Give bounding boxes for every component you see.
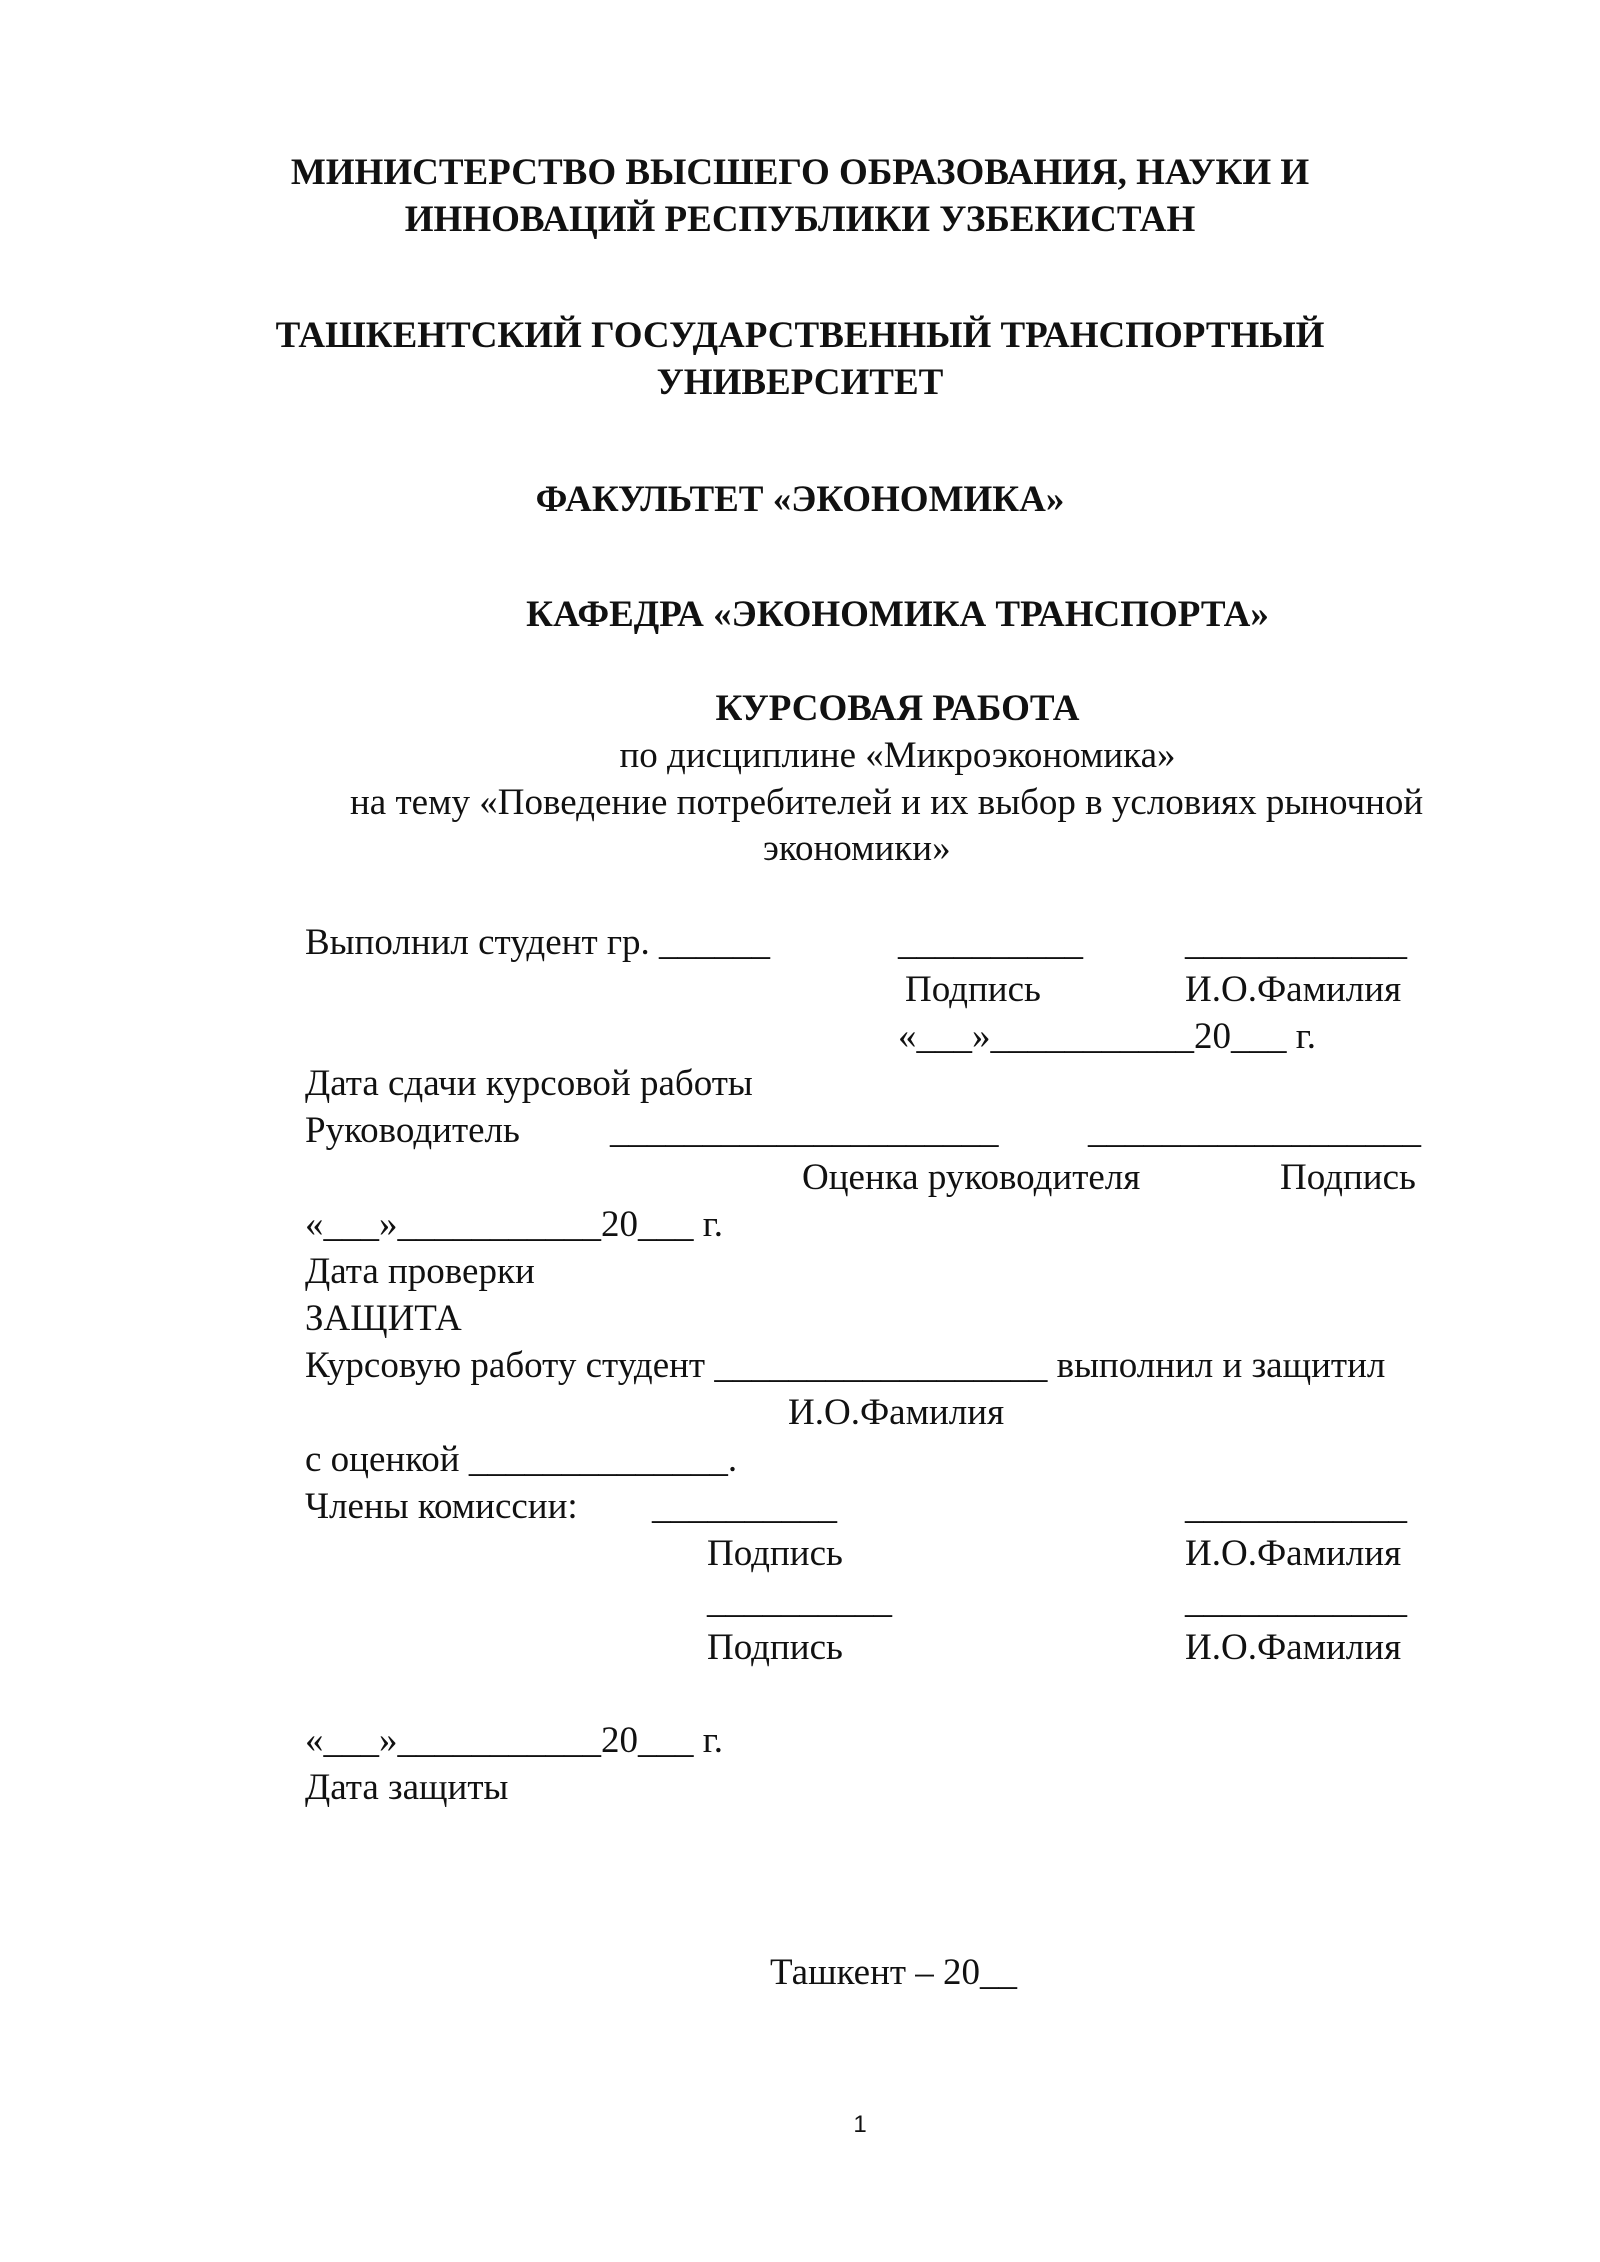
faculty-title: ФАКУЛЬТЕТ «ЭКОНОМИКА»: [535, 479, 1065, 520]
city-year: Ташкент – 20__: [770, 1952, 1018, 1993]
supervisor-grade-line: _____________________: [610, 1110, 999, 1151]
member-1-sign-caption: Подпись: [707, 1533, 843, 1574]
defense-heading: ЗАЩИТА: [305, 1298, 462, 1339]
check-date-label: Дата проверки: [305, 1251, 535, 1292]
defense-date-label: Дата защиты: [305, 1767, 509, 1808]
department-title: КАФЕДРА «ЭКОНОМИКА ТРАНСПОРТА»: [526, 594, 1269, 635]
defense-name-caption: И.О.Фамилия: [788, 1392, 1005, 1433]
supervisor-grade-caption: Оценка руководителя: [802, 1157, 1141, 1198]
member-2-name-caption: И.О.Фамилия: [1185, 1627, 1402, 1668]
work-type: КУРСОВАЯ РАБОТА: [715, 688, 1080, 729]
member-2-sign-line: __________: [707, 1580, 892, 1621]
member-1-sign-line: __________: [652, 1486, 837, 1527]
student-date-line: «___»___________20___ г.: [898, 1016, 1317, 1057]
member-1-name-caption: И.О.Фамилия: [1185, 1533, 1402, 1574]
defense-date-line: «___»___________20___ г.: [305, 1720, 724, 1761]
student-label: Выполнил студент гр. ______: [305, 922, 771, 963]
student-name-line: ____________: [1185, 922, 1407, 963]
ministry-line-2: ИННОВАЦИЙ РЕСПУБЛИКИ УЗБЕКИСТАН: [404, 199, 1196, 240]
supervisor-sign-caption: Подпись: [1280, 1157, 1416, 1198]
university-line-2: УНИВЕРСИТЕТ: [656, 362, 944, 403]
work-topic-line-1: на тему «Поведение потребителей и их выбор в условиях рыночной: [350, 782, 1424, 823]
supervisor-label: Руководитель: [305, 1110, 520, 1151]
defense-grade: с оценкой ______________.: [305, 1439, 738, 1480]
supervisor-sign-line: __________________: [1088, 1110, 1421, 1151]
page-number: 1: [853, 2111, 867, 2138]
work-topic-line-2: экономики»: [763, 828, 951, 869]
supervisor-date-line: «___»___________20___ г.: [305, 1204, 724, 1245]
student-name-caption: И.О.Фамилия: [1185, 969, 1402, 1010]
student-sign-caption: Подпись: [905, 969, 1041, 1010]
student-sign-line: __________: [898, 922, 1083, 963]
defense-sentence: Курсовую работу студент __________________ выполнил и защитил: [305, 1345, 1386, 1386]
submit-date-label: Дата сдачи курсовой работы: [305, 1063, 753, 1104]
member-2-sign-caption: Подпись: [707, 1627, 843, 1668]
ministry-line-1: МИНИСТЕРСТВО ВЫСШЕГО ОБРАЗОВАНИЯ, НАУКИ И: [290, 152, 1310, 193]
university-line-1: ТАШКЕНТСКИЙ ГОСУДАРСТВЕННЫЙ ТРАНСПОРТНЫЙ: [275, 315, 1325, 356]
member-1-name-line: ____________: [1185, 1486, 1407, 1527]
member-2-name-line: ____________: [1185, 1580, 1407, 1621]
commission-label: Члены комиссии:: [305, 1486, 578, 1527]
work-discipline: по дисциплине «Микроэкономика»: [619, 735, 1176, 776]
